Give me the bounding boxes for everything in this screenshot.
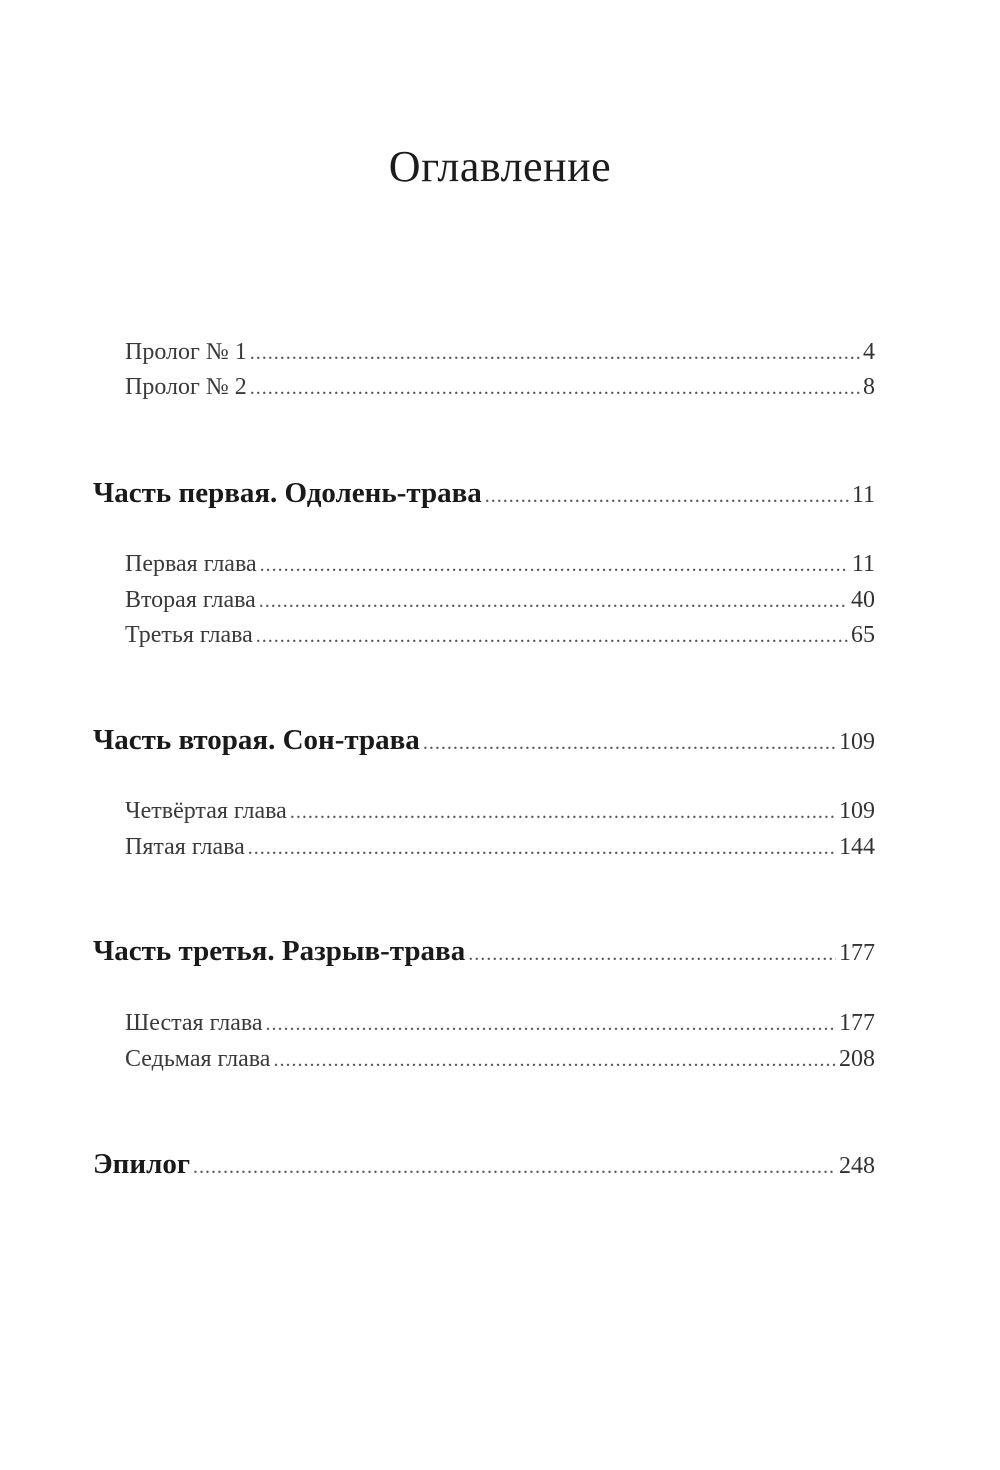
dot-leader xyxy=(266,1009,836,1039)
toc-entry-label: Вторая глава xyxy=(125,587,256,613)
dot-leader xyxy=(259,586,848,616)
dot-leader xyxy=(468,936,836,972)
toc-entry-chapter-6[interactable] xyxy=(125,1008,875,1039)
toc-entry-page: 40 xyxy=(851,587,875,613)
toc-entry-label: Эпилог xyxy=(93,1148,191,1180)
toc-entry-epilogue[interactable] xyxy=(93,1146,875,1185)
dot-leader xyxy=(250,338,860,368)
toc-entry-page: 177 xyxy=(839,940,875,966)
toc-entry-part-3[interactable] xyxy=(93,933,875,972)
toc-entry-part-1[interactable] xyxy=(93,475,875,514)
toc-entry-label: Пролог № 1 xyxy=(125,339,247,365)
toc-entry-page: 4 xyxy=(863,339,875,365)
toc-entry-page: 248 xyxy=(839,1153,875,1179)
dot-leader xyxy=(193,1149,836,1185)
dot-leader xyxy=(423,725,836,761)
toc-entry-prologue-2[interactable] xyxy=(125,372,875,403)
toc-entry-page: 11 xyxy=(851,482,875,508)
toc-entry-prologue-1[interactable] xyxy=(125,337,875,368)
toc-entry-page: 8 xyxy=(863,374,875,400)
dot-leader xyxy=(485,478,849,514)
toc-entry-label: Часть вторая. Сон-трава xyxy=(93,724,420,756)
toc-entry-page: 208 xyxy=(839,1046,875,1072)
toc-entry-label: Седьмая глава xyxy=(125,1046,271,1072)
dot-leader xyxy=(260,550,849,580)
toc-entry-chapter-4[interactable] xyxy=(125,796,875,827)
toc-entry-page: 144 xyxy=(839,834,875,860)
toc-entry-label: Часть третья. Разрыв-трава xyxy=(93,935,466,967)
dot-leader xyxy=(250,373,860,403)
toc-entry-page: 109 xyxy=(839,729,875,755)
toc-entry-chapter-7[interactable] xyxy=(125,1044,875,1075)
toc-entry-page: 11 xyxy=(851,551,875,577)
toc-entry-page: 65 xyxy=(851,622,875,648)
toc-entry-label: Третья глава xyxy=(125,622,253,648)
toc-entry-label: Пятая глава xyxy=(125,834,245,860)
dot-leader xyxy=(248,833,836,863)
dot-leader xyxy=(256,621,848,651)
toc-entry-page: 109 xyxy=(839,798,875,824)
page-title: Оглавление xyxy=(388,142,612,191)
toc-entry-label: Пролог № 2 xyxy=(125,374,247,400)
toc-entry-label: Четвёртая глава xyxy=(125,798,287,824)
dot-leader xyxy=(290,797,836,827)
toc-entry-chapter-2[interactable] xyxy=(125,585,875,616)
toc-entry-chapter-3[interactable] xyxy=(125,620,875,651)
toc-entry-label: Первая глава xyxy=(125,551,257,577)
toc-entry-chapter-1[interactable] xyxy=(125,549,875,580)
toc-entry-label: Часть первая. Одолень-трава xyxy=(93,477,482,509)
toc-entry-part-2[interactable] xyxy=(93,722,875,761)
toc-entry-label: Шестая глава xyxy=(125,1010,263,1036)
toc-entry-chapter-5[interactable] xyxy=(125,832,875,863)
dot-leader xyxy=(273,1045,836,1075)
toc-entry-page: 177 xyxy=(839,1010,875,1036)
